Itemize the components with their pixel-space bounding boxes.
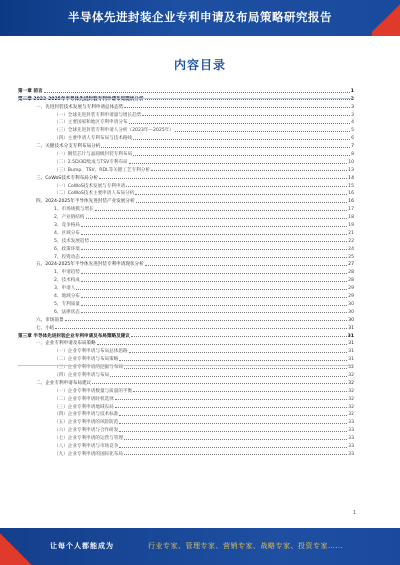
toc-entry-title: 4、区域分布: [54, 230, 80, 236]
dot-leader: [175, 131, 350, 132]
toc-entry-title: （五）企业专利申请的风险防范: [54, 420, 119, 426]
dot-leader: [81, 234, 347, 235]
toc-entry-title: 第二章 2023-2025年半导体先进封装专利申请布局现状分析: [18, 96, 144, 102]
toc-entry[interactable]: [18, 181, 354, 189]
toc-entry-page: 3: [351, 104, 354, 110]
dot-leader: [151, 170, 347, 171]
toc-entry-page: 33: [348, 451, 354, 457]
dot-leader: [44, 92, 350, 93]
toc-entry-title: （二）主要国家和地区专利申请分布: [54, 120, 128, 126]
toc-entry[interactable]: [18, 110, 354, 118]
toc-entry[interactable]: [18, 441, 354, 449]
toc-entry-title: 2、产业链结构: [54, 215, 85, 221]
dot-leader: [110, 376, 347, 377]
footer-slogan: 让每个人都能成为: [50, 542, 114, 550]
toc-entry[interactable]: [18, 378, 354, 386]
toc-entry[interactable]: [18, 196, 354, 204]
toc-entry-title: 一、先进封装技术发展与专利申请总体态势: [36, 104, 124, 110]
toc-entry[interactable]: [18, 125, 354, 133]
toc-entry-title: （一）CoWoS技术发展与专利申请: [54, 183, 126, 189]
toc-entry[interactable]: [18, 402, 354, 410]
toc-entry-title: （六）企业专利申请与合作研发: [54, 428, 119, 434]
toc-entry-title: 一、企业专利申请及布局策略: [36, 341, 96, 347]
toc-entry-page: 7: [351, 144, 354, 150]
toc-entry-page: 31: [348, 357, 354, 363]
dot-leader: [133, 139, 350, 140]
dot-leader: [81, 312, 347, 313]
toc-entry[interactable]: [18, 165, 354, 173]
toc-entry-title: （九）企业专利申请的国际化布局: [54, 451, 123, 457]
report-footer: [0, 528, 400, 565]
dot-leader: [90, 241, 347, 242]
toc-entry-page: 31: [348, 341, 354, 347]
toc-entry[interactable]: [18, 283, 354, 291]
toc-entry-page: 15: [348, 183, 354, 189]
toc-entry-title: 2、技术构成: [54, 278, 80, 284]
toc-entry-page: 1: [350, 88, 354, 94]
toc-entry-title: （二）CoWoS技术主要申请人布局分析: [54, 191, 135, 197]
toc-entry[interactable]: [18, 141, 354, 149]
toc-entry-page: 10: [348, 159, 354, 165]
toc-entry-page: 5: [351, 128, 354, 134]
dot-leader: [55, 328, 347, 329]
toc-entry-page: 4: [351, 120, 354, 126]
toc-entry[interactable]: [18, 228, 354, 236]
dot-leader: [81, 305, 347, 306]
toc-entry-page: 33: [348, 420, 354, 426]
toc-entry-page: 21: [348, 230, 354, 236]
toc-entry-title: （一）全球先进封装专利申请量与增长趋势: [54, 112, 142, 118]
toc-entry[interactable]: [18, 267, 354, 275]
dot-leader: [81, 249, 347, 250]
dot-leader: [124, 454, 347, 455]
toc-entry[interactable]: [18, 86, 354, 94]
toc-entry-title: 二、企业专利申请布局建议: [36, 380, 92, 386]
toc-entry[interactable]: [18, 260, 354, 268]
toc-entry-title: 3、申请人: [54, 286, 76, 292]
toc-entry[interactable]: [18, 291, 354, 299]
dot-leader: [129, 352, 348, 353]
toc-entry[interactable]: [18, 189, 354, 197]
toc-entry-title: （三）全球先进封装专利申请人分析（2023年—2025年）: [54, 128, 174, 134]
toc-entry-title: 6、政策环境: [54, 246, 80, 252]
toc-entry[interactable]: [18, 449, 354, 457]
header-accent-shape: [372, 0, 400, 36]
dot-leader: [145, 99, 350, 100]
dot-leader: [124, 107, 350, 108]
toc-entry-title: （四）企业专利申请与布局: [54, 372, 110, 378]
dot-leader: [133, 391, 347, 392]
toc-entry-title: （二）企业专利申请与布局策略: [54, 357, 119, 363]
toc-entry[interactable]: [18, 433, 354, 441]
toc-entry-page: 16: [348, 191, 354, 197]
dot-leader: [124, 368, 347, 369]
toc-entry-title: 1、申请趋势: [54, 270, 80, 276]
toc-entry-title: 二、关键技术分支专利布局分析: [36, 144, 101, 150]
dot-leader: [129, 123, 351, 124]
toc-entry-title: （四）企业专利申请与技术标准: [54, 412, 119, 418]
toc-entry-title: （四）主要申请人专利布局与技术路线: [54, 136, 133, 142]
dot-leader: [115, 407, 347, 408]
toc-entry[interactable]: [18, 118, 354, 126]
toc-entry[interactable]: [18, 425, 354, 433]
toc-entry-title: （三）企业专利申请地域布局: [54, 404, 114, 410]
toc-entry-title: （一）企业专利申请与布局总体思路: [54, 349, 128, 355]
dot-leader: [97, 344, 347, 345]
dot-leader: [119, 431, 347, 432]
toc-entry-page: 29: [348, 294, 354, 300]
toc-entry-page: 3: [351, 112, 354, 118]
dot-leader: [119, 415, 347, 416]
toc-entry-page: 29: [348, 286, 354, 292]
toc-entry-page: 32: [348, 380, 354, 386]
toc-entry-page: 6: [351, 136, 354, 142]
toc-entry[interactable]: [18, 275, 354, 283]
toc-entry-title: （八）企业专利申请与市场竞争: [54, 443, 119, 449]
toc-heading: 内容目录: [173, 58, 226, 72]
toc-entry[interactable]: [18, 362, 354, 370]
toc-entry[interactable]: [18, 133, 354, 141]
toc-entry-page: 16: [348, 199, 354, 205]
toc-entry[interactable]: [18, 354, 354, 362]
toc-entry[interactable]: [18, 410, 354, 418]
toc-entry-page: 22: [348, 238, 354, 244]
dot-leader: [99, 178, 347, 179]
dot-leader: [81, 297, 347, 298]
toc-entry[interactable]: [18, 370, 354, 378]
toc-entry-page: 33: [348, 428, 354, 434]
toc-entry[interactable]: [18, 149, 354, 157]
dot-leader: [101, 147, 350, 148]
toc-entry-page: 32: [348, 396, 354, 402]
report-title: 半导体先进封装企业专利申请及布局策略研究报告: [68, 10, 332, 24]
toc-entry-title: 5、专利质量: [54, 301, 80, 307]
toc-entry[interactable]: [18, 236, 354, 244]
toc-entry-title: （一）倒装芯片与晶圆级封装专利布局: [54, 152, 133, 158]
dot-leader: [95, 210, 347, 211]
table-of-contents: [18, 86, 354, 457]
toc-entry-page: 27: [348, 262, 354, 268]
toc-entry[interactable]: [18, 220, 354, 228]
toc-entry-title: （七）企业专利申请的运营与管理: [54, 436, 123, 442]
toc-entry-page: 13: [348, 167, 354, 173]
dot-leader: [81, 273, 347, 274]
toc-entry-page: 32: [348, 365, 354, 371]
toc-entry-page: 31: [347, 333, 354, 339]
toc-entry-title: 6、法律状态: [54, 309, 80, 315]
toc-entry-title: 第三章 半导体先进封装企业专利申请及布局策略及建议: [18, 333, 130, 339]
toc-entry-title: 第一章 前言: [18, 88, 43, 94]
toc-entry-page: 14: [348, 175, 354, 181]
toc-entry-title: 三、CoWoS技术专利布局分析: [36, 175, 98, 181]
toc-entry[interactable]: [18, 386, 354, 394]
dot-leader: [76, 289, 347, 290]
toc-entry-title: 七、小结: [36, 325, 55, 331]
toc-entry-title: 5、技术发展趋势: [54, 238, 90, 244]
section-divider: [18, 98, 354, 99]
toc-entry-page: 32: [348, 404, 354, 410]
toc-entry[interactable]: [18, 331, 354, 339]
toc-entry-title: 六、市场前景: [36, 317, 64, 323]
toc-entry-page: 30: [348, 317, 354, 323]
toc-entry-page: 31: [348, 325, 354, 331]
toc-entry-page: 33: [348, 443, 354, 449]
toc-entry[interactable]: [18, 212, 354, 220]
dot-leader: [119, 447, 347, 448]
dot-leader: [81, 257, 347, 258]
toc-entry-title: （二）2.5D/3D集成与TSV专利布局: [54, 159, 128, 165]
dot-leader: [145, 265, 347, 266]
toc-entry-page: 17: [348, 207, 354, 213]
dot-leader: [126, 186, 347, 187]
toc-entry-page: 33: [348, 436, 354, 442]
toc-entry-page: 28: [348, 270, 354, 276]
toc-entry[interactable]: [18, 299, 354, 307]
report-header: [0, 0, 400, 36]
toc-entry-title: 3、竞争格局: [54, 223, 80, 229]
toc-entry-title: 五、2024-2025年半导体先进封装专利申请现状分析: [36, 262, 144, 268]
toc-entry-page: 3: [350, 96, 354, 102]
toc-entry-title: 1、市场规模与增长: [54, 207, 94, 213]
toc-entry-page: 30: [348, 309, 354, 315]
toc-entry[interactable]: [18, 102, 354, 110]
toc-entry-page: 32: [348, 412, 354, 418]
dot-leader: [115, 399, 347, 400]
dot-leader: [129, 163, 347, 164]
toc-entry-title: （三）Bump、TSV、RDL等关键工艺专利分析: [54, 167, 150, 173]
footer-accent-shape: [0, 528, 34, 565]
toc-entry[interactable]: [18, 346, 354, 354]
dot-leader: [133, 155, 350, 156]
toc-entry-page: 8: [351, 152, 354, 158]
dot-leader: [119, 423, 347, 424]
toc-entry-page: 32: [348, 372, 354, 378]
toc-entry-page: 28: [348, 278, 354, 284]
dot-leader: [65, 320, 348, 321]
dot-leader: [119, 360, 347, 361]
dot-leader: [131, 336, 347, 337]
toc-entry-page: 31: [348, 349, 354, 355]
toc-entry-page: 25: [348, 254, 354, 260]
dot-leader: [135, 194, 347, 195]
toc-entry[interactable]: [18, 252, 354, 260]
toc-entry[interactable]: [18, 157, 354, 165]
dot-leader: [86, 218, 348, 219]
toc-entry[interactable]: [18, 307, 354, 315]
toc-entry-page: 18: [348, 215, 354, 221]
toc-entry[interactable]: [18, 323, 354, 331]
toc-entry[interactable]: [18, 173, 354, 181]
dot-leader: [81, 226, 347, 227]
dot-leader: [124, 439, 347, 440]
section-divider: [18, 365, 354, 366]
toc-entry-title: 7、投资动态: [54, 254, 80, 260]
dot-leader: [92, 383, 347, 384]
dot-leader: [142, 115, 350, 116]
toc-entry[interactable]: [18, 417, 354, 425]
toc-entry[interactable]: [18, 339, 354, 347]
dot-leader: [136, 202, 348, 203]
dot-leader: [81, 281, 347, 282]
toc-entry-title: （一）企业专利申请数量与质量的平衡: [54, 388, 133, 394]
toc-entry[interactable]: [18, 244, 354, 252]
toc-entry-title: （三）企业专利申请的挖掘与布局: [54, 365, 123, 371]
toc-entry-page: 19: [348, 223, 354, 229]
toc-entry-title: 4、地域分布: [54, 294, 80, 300]
toc-entry-page: 30: [348, 301, 354, 307]
page-number: 1: [352, 510, 356, 516]
toc-entry-title: （二）企业专利申请时机选择: [54, 396, 114, 402]
toc-entry[interactable]: [18, 315, 354, 323]
toc-entry[interactable]: [18, 204, 354, 212]
toc-entry[interactable]: [18, 394, 354, 402]
footer-tagline: 行业专家、管理专家、营销专家、战略专家、投资专家……: [148, 542, 343, 550]
toc-entry-title: 四、2024-2025年半导体先进封装产业发展分析: [36, 199, 135, 205]
toc-entry-page: 24: [348, 246, 354, 252]
toc-entry-page: 32: [348, 388, 354, 394]
